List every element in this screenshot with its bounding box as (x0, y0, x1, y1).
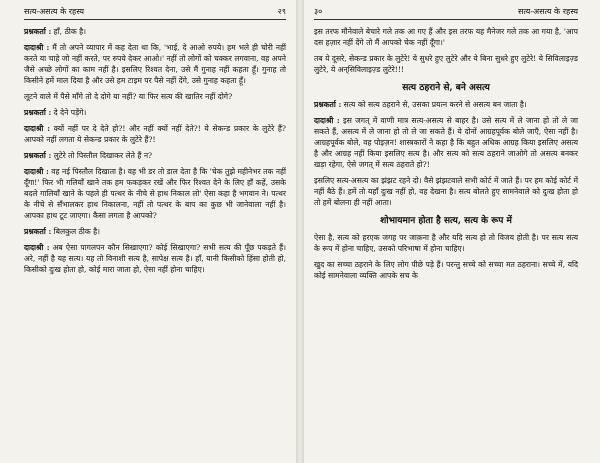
paragraph-text: अब ऐसा पागलपन कौन सिखाएगा? कोई सिखाएगा? सभी सत्य की पूँछ पकड़ते हैं। अरे, नहीं है यह सत्य। यह तो विनाशी सत्य है, सापेक्ष सत्य है। हाँ, यानी किसीको हिंसा होती हो, किसीको दुःख होता हो, कोई मारा जाता हो, ऐसा नहीं होना चाहिए। (24, 243, 286, 274)
paragraph (314, 259, 578, 281)
paragraph (314, 232, 578, 254)
right-page-header (314, 6, 578, 20)
paragraph-text: लुटेरे तो पिस्तौल दिखाकर लेते हैं न? (51, 151, 153, 160)
section-1-body (314, 99, 578, 208)
right-page (304, 0, 600, 463)
paragraph-text: मैं तो अपने व्यापार में कह देता था कि, 'भाई, दे आओ रुपये। हम भले ही चोरी नहीं करते या चाहे जो नहीं करते, पर रुपये देकर आओ।' नहीं तो लोगों को चक्कर लगवाना, वह अपने जैसे अच्छे लोगों का काम नहीं है। इसलिए रिश्वत देना, उसे मैं गुनाह नहीं कहता हूँ। गुनाह तो किसीने हमें माल दिया है और उसे हम टाइम पर पैसे नहीं देंगे, उसे गुनाह कहता हूँ। (24, 43, 286, 85)
right-running-title: सत्य-असत्य के रहस्य (517, 7, 578, 16)
paragraph-text: खुद का सच्चा ठहराने के लिए लोग पीछे पड़े हैं। परन्तु सच्चे को सच्चा मत ठहराना। सच्चे में, यदि कोई सामनेवाला व्यक्ति आपके सच के (314, 260, 578, 280)
paragraph-text: क्यों नहीं पर दे देते हो?! और नहीं क्यों नहीं देते?! ये सेकन्ड प्रकार के लुटेरे हैं? आपको नहीं लगता ये सेकन्ड प्रकार के लुटेरे हैं?! (24, 124, 286, 144)
paragraph (24, 123, 286, 145)
left-page-header (24, 6, 286, 20)
left-page-number: २९ (277, 7, 286, 16)
left-page-body (24, 26, 286, 275)
section-heading-2: शोभायमान होता है सत्य, सत्य के रूप में (380, 216, 512, 226)
book-gutter (296, 0, 304, 463)
speaker-label: दादाश्री : (24, 43, 50, 52)
right-page-number: ३० (314, 7, 323, 16)
paragraph (24, 26, 286, 37)
paragraph-text: हाँ, ठीक है। (51, 27, 87, 36)
paragraph-text: तब ये दूसरे, सेकन्ड प्रकार के लुटेरे! ये सुधरे हुए लुटेरे और ये बिना सुधरे हुए लुटेरे! ये सिविलाइज़्ड लुटेरे, ये अन्‌सिविलाइज़्ड लुटेरे!!! (314, 54, 578, 74)
speaker-label: दादाश्री : (24, 124, 51, 133)
paragraph (24, 166, 286, 221)
paragraph (314, 26, 578, 48)
paragraph-text: वह नई पिस्तौल दिखाता है। वह भी डर तो डाल देता है कि 'चेक तुझे महीनेभर तक नहीं दूँगा!' फिर भी गलियाँ खाने तक हम फकड़कर रखें और फिर रिश्वत देने के लिए हाँ कहें, उसके बदले गालियाँ खाने के पहले ही पत्थर के नीचे से हाथ निकाल लो' ऐसा कहा है भगवान ने। पत्थर के नीचे से सँभालकर हाथ निकालना, नहीं तो पत्थर के बाप का कुछ भी जानेवाला नहीं है। आपका हाथ टूट जाएगा। कैसा लगता है आपको? (24, 167, 286, 220)
paragraph (314, 175, 578, 208)
paragraph-text: बिलकुल ठीक है। (51, 227, 101, 236)
paragraph-text: इस तरफ मौनेवाले बेचारे गले तक आ गए हैं और इस तरफ यह मैनेजर गले तक आ गया है, 'आप दस हज़ार नहीं देंगे तो मैं आपको चेक नहीं दूँगा।' (314, 27, 578, 47)
paragraph (24, 107, 286, 118)
paragraph (24, 242, 286, 275)
paragraph (314, 115, 578, 170)
speaker-label: प्रश्नकर्ता : (24, 227, 52, 236)
paragraph-text: दे देने पड़ेंगे। (51, 108, 87, 117)
paragraph-text: इसलिए सत्य-असत्य का झंझट रहने दो। वैसे झंझटवाले सभी कोर्ट में जाते हैं। पर हम कोई कोर्ट में नहीं बैठे हैं। हमें तो यहाँ दुःख नहीं हो, वह देखना है। सत्य बोलते हुए सामनेवाले को दुःख होता हो तो हमें बोलना ही नहीं आता। (314, 176, 578, 207)
speaker-label: दादाश्री : (24, 243, 50, 252)
section-heading-1: सत्य ठहराने से, बने असत्य (402, 83, 490, 93)
left-page (0, 0, 296, 463)
paragraph (24, 42, 286, 86)
paragraph-text: सत्य को सत्य ठहराने से, उसका प्रयत्न करने से असत्य बन जाता है। (341, 100, 527, 109)
speaker-label: प्रश्नकर्ता : (24, 151, 52, 160)
section-2-body (314, 232, 578, 281)
right-page-intro (314, 26, 578, 75)
paragraph (24, 91, 286, 102)
paragraph (24, 150, 286, 161)
paragraph (314, 53, 578, 75)
paragraph-text: लूटने वाले में पैसे माँगे तो दे दोगे या नहीं? या फिर सत्य की खातिर नहीं दोगे? (24, 92, 233, 101)
paragraph (24, 226, 286, 237)
speaker-label: प्रश्नकर्ता : (24, 108, 52, 117)
speaker-label: दादाश्री : (314, 116, 340, 125)
speaker-label: दादाश्री : (24, 167, 49, 176)
left-running-title: सत्य-असत्य के रहस्य (24, 7, 85, 16)
speaker-label: प्रश्नकर्ता : (24, 27, 52, 36)
paragraph-text: इस जगत् में वाणी मात्र सत्य-असत्य से बाहर है। उसे सत्य में ले जाना हो तो ले जा सकते हैं, असत्य में ले जाना हो तो ले जा सकते हैं। ये दोनों आग्रहपूर्वक बोले जाएँ, ऐसा नहीं है। आग्रहपूर्वक बोले, वह पोइज़न! शास्त्रकारों ने कहा है कि बहुत अधिक आग्रह किया इसलिए असत्य है और आग्रह नहीं किया इसलिए सत्य है। और सत्य को सत्य ठहराने जाओगे तो असत्य बनकर खड़ा रहेगा, ऐसे जगत् में सत्य ठहराते हो?! (314, 116, 578, 169)
paragraph-text: ऐसा है, सत्य को हरएक जगह पर जाक़ना है और यदि सत्य हो तो विजय होती है। पर सत्य सत्य के रूप में होना चाहिए, उसको परिभाषा में होना चाहिए। (314, 233, 578, 253)
paragraph (314, 99, 578, 110)
speaker-label: प्रश्नकर्ता : (314, 100, 342, 109)
